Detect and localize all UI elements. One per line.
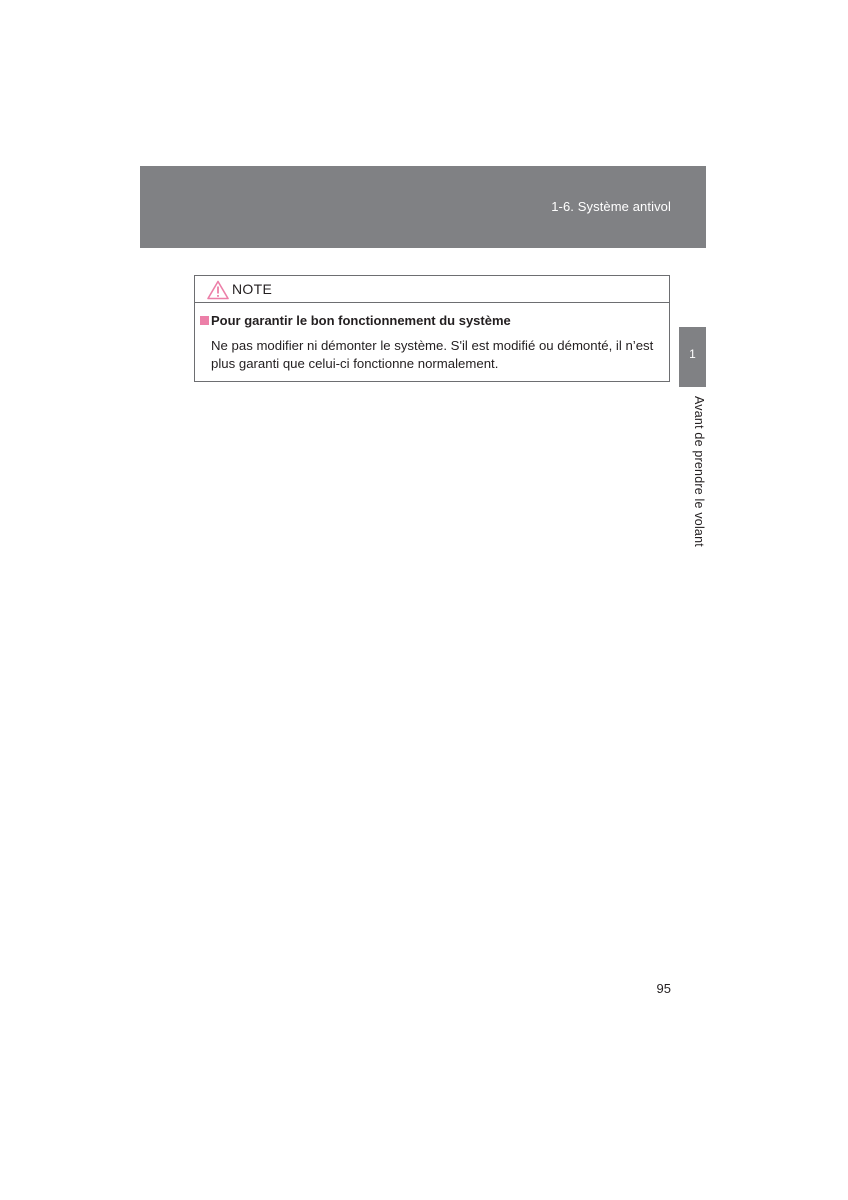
note-text: Ne pas modifier ni démonter le système. S'il est modifié ou démonté, il n’est plus garanti que celui-ci fonctionne normalement. bbox=[211, 338, 654, 371]
note-header bbox=[195, 276, 669, 303]
chapter-title: Avant de prendre le volant bbox=[692, 396, 706, 547]
chapter-tab bbox=[679, 327, 706, 387]
header-band bbox=[140, 166, 706, 248]
note-box bbox=[194, 275, 670, 382]
chapter-number: 1 bbox=[689, 347, 696, 361]
note-label: NOTE bbox=[232, 281, 273, 297]
page-number: 95 bbox=[656, 981, 671, 996]
note-subtitle: Pour garantir le bon fonctionnement du système bbox=[211, 313, 511, 328]
warning-triangle-icon bbox=[207, 280, 229, 300]
section-title: 1-6. Système antivol bbox=[551, 199, 671, 214]
bullet-square-icon bbox=[200, 316, 209, 325]
